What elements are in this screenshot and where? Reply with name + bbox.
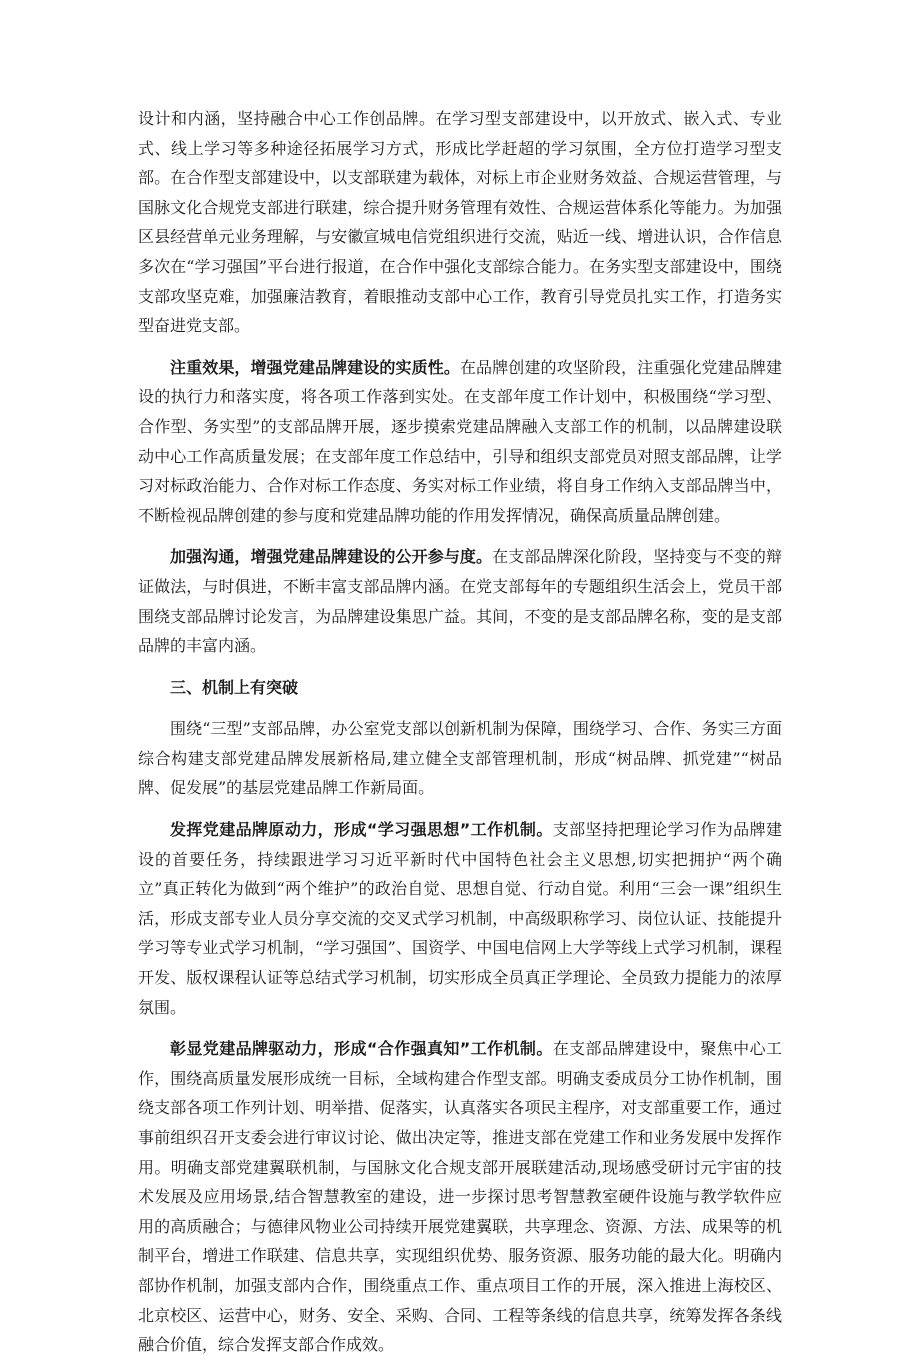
paragraph-effectiveness: [138, 353, 782, 531]
paragraph-communication: [138, 542, 782, 660]
section-heading: 三、机制上有突破: [170, 677, 299, 697]
paragraph-text: 在支部品牌深化阶段，坚持变与不变的辩证做法，与时俱进，不断丰富支部品牌内涵。在党支部每年的专题组织生活会上，党员干部围绕支部品牌讨论发言，为品牌建设集思广益。其间，不变的是支部品牌名称，变的是支部品牌的丰富内涵。: [138, 547, 782, 656]
paragraph-text: 围绕“三型”支部品牌，办公室党支部以创新机制为保障，围绕学习、合作、务实三方面综合构建支部党建品牌发展新格局,建立健全支部管理机制，形成“树品牌、抓党建”“树品牌、促发展”的基层党建品牌工作新局面。: [138, 719, 782, 798]
paragraph-text: 支部坚持把理论学习作为品牌建设的首要任务，持续跟进学习习近平新时代中国特色社会主义思想,切实把拥护“两个确立”真正转化为做到“两个维护”的政治自觉、思想自觉、行动自觉。利用“三会一课”组织生活，形成支部专业人员分享交流的交叉式学习机制，中高级职称学习、岗位认证、技能提升学习等专业式学习机制，“学习强国”、国资学、中国电信网上大学等线上式学习机制，课程开发、版权课程认证等总结式学习机制，切实形成全员真正学理论、全员致力提能力的浓厚氛围。: [138, 820, 782, 1017]
paragraph-intro: [138, 714, 782, 803]
paragraph-lead: 发挥党建品牌原动力，形成“学习强思想”工作机制。: [170, 820, 553, 840]
paragraph-learning-mechanism: [138, 815, 782, 1022]
paragraph-text: 在支部品牌建设中，聚焦中心工作，围绕高质量发展形成统一目标，全域构建合作型支部。明确支委成员分工协作机制，围绕支部各项工作列计划、明举措、促落实，认真落实各项民主程序，对支部重要工作，通过事前组织召开支委会进行审议讨论、做出决定等，推进支部在党建工作和业务发展中发挥作用。明确支部党建翼联机制，与国脉文化合规支部开展联建活动,现场感受研讨元宇宙的技术发展及应用场景,结合智慧教室的建设，进一步探讨思考智慧教室硬件设施与教学软件应用的高质融合；与德律风物业公司持续开展党建翼联，共享理念、资源、方法、成果等的机制平台，增进工作联建、信息共享，实现组织优势、服务资源、服务功能的最大化。明确内部协作机制，加强支部内合作，围绕重点工作、重点项目工作的开展，深入推进上海校区、北京校区、运营中心，财务、安全、采购、合同、工程等条线的信息共享，统筹发挥各条线融合价值，综合发挥支部合作成效。: [138, 1039, 782, 1355]
paragraph-lead: 加强沟通，增强党建品牌建设的公开参与度。: [170, 547, 493, 567]
paragraph-text: 设计和内涵，坚持融合中心工作创品牌。在学习型支部建设中，以开放式、嵌入式、专业式、线上学习等多种途径拓展学习方式，形成比学赶超的学习氛围，全方位打造学习型支部。在合作型支部建设中，以支部联建为载体，对标上市企业财务效益、合规运营管理，与国脉文化合规党支部进行联建，综合提升财务管理有效性、合规运营体系化等能力。为加强区县经营单元业务理解，与安徽宣城电信党组织进行交流，贴近一线、增进认识，合作信息多次在“学习强国”平台进行报道，在合作中强化支部综合能力。在务实型支部建设中，围绕支部攻坚克难，加强廉洁教育，着眼推动支部中心工作，教育引导党员扎实工作，打造务实型奋进党支部。: [138, 109, 782, 336]
paragraph-continuation: [138, 104, 782, 341]
paragraph-lead: 彰显党建品牌驱动力，形成“合作强真知”工作机制。: [170, 1039, 553, 1059]
paragraph-text: 在品牌创建的攻坚阶段，注重强化党建品牌建设的执行力和落实度，将各项工作落到实处。在支部年度工作计划中，积极围绕“学习型、合作型、务实型”的支部品牌开展，逐步摸索党建品牌融入支部工作的机制，以品牌建设联动中心工作高质量发展；在支部年度工作总结中，引导和组织支部党员对照支部品牌，让学习对标政治能力、合作对标工作态度、务实对标工作业绩，将自身工作纳入支部品牌当中，不断检视品牌创建的参与度和党建品牌功能的作用发挥情况，确保高质量品牌创建。: [138, 357, 782, 525]
document-page: [138, 104, 782, 1372]
paragraph-cooperation-mechanism: [138, 1034, 782, 1360]
paragraph-lead: 注重效果，增强党建品牌建设的实质性。: [170, 357, 460, 377]
